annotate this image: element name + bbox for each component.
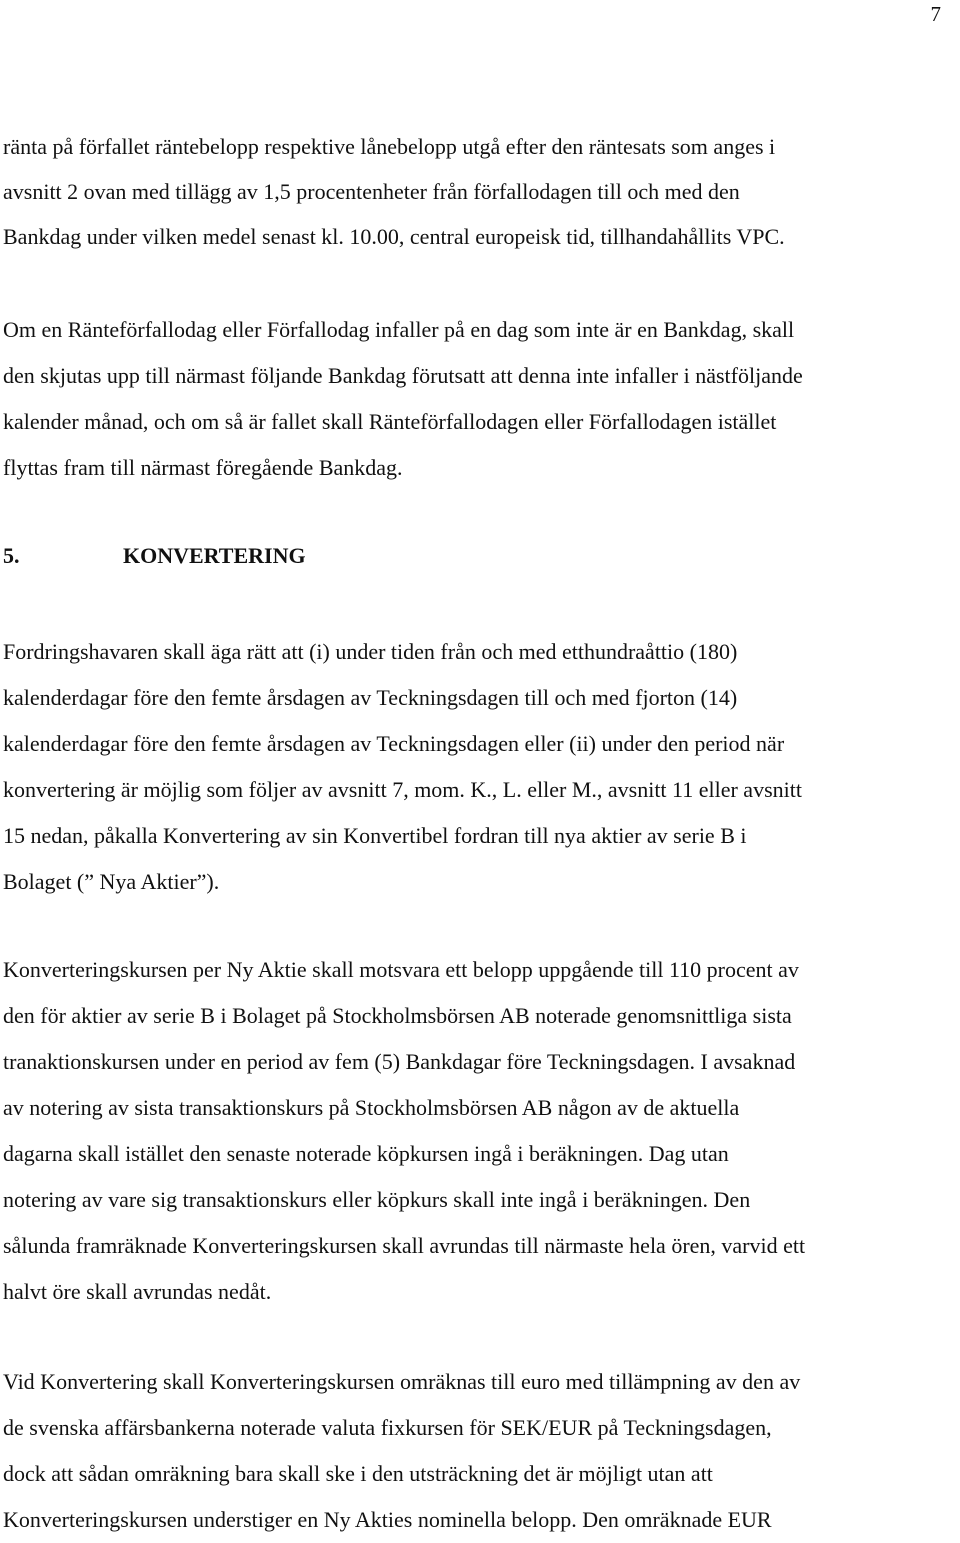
text-line: den skjutas upp till närmast följande Bankdag förutsatt att denna inte infaller i nästföljande bbox=[3, 363, 803, 388]
text-line: Fordringshavaren skall äga rätt att (i) under tiden från och med etthundraåttio (180) bbox=[3, 639, 738, 664]
section-number: 5. bbox=[3, 543, 20, 568]
text-line: av notering av sista transaktionskurs på Stockholmsbörsen AB någon av de aktuella bbox=[3, 1095, 740, 1120]
paragraph-interest-overdue bbox=[3, 124, 960, 259]
text-line: dock att sådan omräkning bara skall ske i den utsträckning det är möjligt utan att bbox=[3, 1461, 713, 1486]
paragraph-business-day-rule bbox=[3, 307, 960, 491]
text-line: kalenderdagar före den femte årsdagen av Teckningsdagen eller (ii) under den period när bbox=[3, 731, 785, 756]
text-line: notering av vare sig transaktionskurs eller köpkurs skall inte ingå i beräkningen. Den bbox=[3, 1187, 751, 1212]
text-line: ränta på förfallet räntebelopp respektive lånebelopp utgå efter den räntesats som anges i bbox=[3, 134, 776, 159]
text-line: de svenska affärsbankerna noterade valuta fixkursen för SEK/EUR på Teckningsdagen, bbox=[3, 1415, 772, 1440]
text-line: 15 nedan, påkalla Konvertering av sin Konvertibel fordran till nya aktier av serie B i bbox=[3, 823, 747, 848]
text-line: halvt öre skall avrundas nedåt. bbox=[3, 1279, 272, 1304]
text-line: sålunda framräknade Konverteringskursen skall avrundas till närmaste hela ören, varvid ett bbox=[3, 1233, 806, 1258]
text-line: kalender månad, och om så är fallet skall Ränteförfallodagen eller Förfallodagen istället bbox=[3, 409, 777, 434]
text-line: Bankdag under vilken medel senast kl. 10.00, central europeisk tid, tillhandahållits VPC. bbox=[3, 224, 785, 249]
text-line: Om en Ränteförfallodag eller Förfallodag infaller på en dag som inte är en Bankdag, skall bbox=[3, 317, 795, 342]
text-line: Konverteringskursen understiger en Ny Akties nominella belopp. Den omräknade EUR bbox=[3, 1507, 772, 1532]
text-line: den för aktier av serie B i Bolaget på Stockholmsbörsen AB noterade genomsnittliga sista bbox=[3, 1003, 792, 1028]
text-line: tranaktionskursen under en period av fem (5) Bankdagar före Teckningsdagen. I avsaknad bbox=[3, 1049, 796, 1074]
text-line: Bolaget (” Nya Aktier”). bbox=[3, 869, 220, 894]
text-line: Konverteringskursen per Ny Aktie skall motsvara ett belopp uppgående till 110 procent av bbox=[3, 957, 799, 982]
text-line: avsnitt 2 ovan med tillägg av 1,5 procentenheter från förfallodagen till och med den bbox=[3, 179, 740, 204]
text-line: kalenderdagar före den femte årsdagen av Teckningsdagen till och med fjorton (14) bbox=[3, 685, 738, 710]
page-number: 7 bbox=[930, 2, 941, 26]
paragraph-euro-conversion bbox=[3, 1359, 960, 1543]
section-title: KONVERTERING bbox=[123, 543, 306, 568]
section-heading bbox=[3, 536, 306, 576]
paragraph-conversion-price bbox=[3, 947, 960, 1315]
paragraph-conversion-right bbox=[3, 629, 960, 905]
text-line: konvertering är möjlig som följer av avsnitt 7, mom. K., L. eller M., avsnitt 11 eller avsnitt bbox=[3, 777, 802, 802]
text-line: flyttas fram till närmast föregående Bankdag. bbox=[3, 455, 403, 480]
text-line: Vid Konvertering skall Konverteringskursen omräknas till euro med tillämpning av den av bbox=[3, 1369, 801, 1394]
text-line: dagarna skall istället den senaste noterade köpkursen ingå i beräkningen. Dag utan bbox=[3, 1141, 729, 1166]
